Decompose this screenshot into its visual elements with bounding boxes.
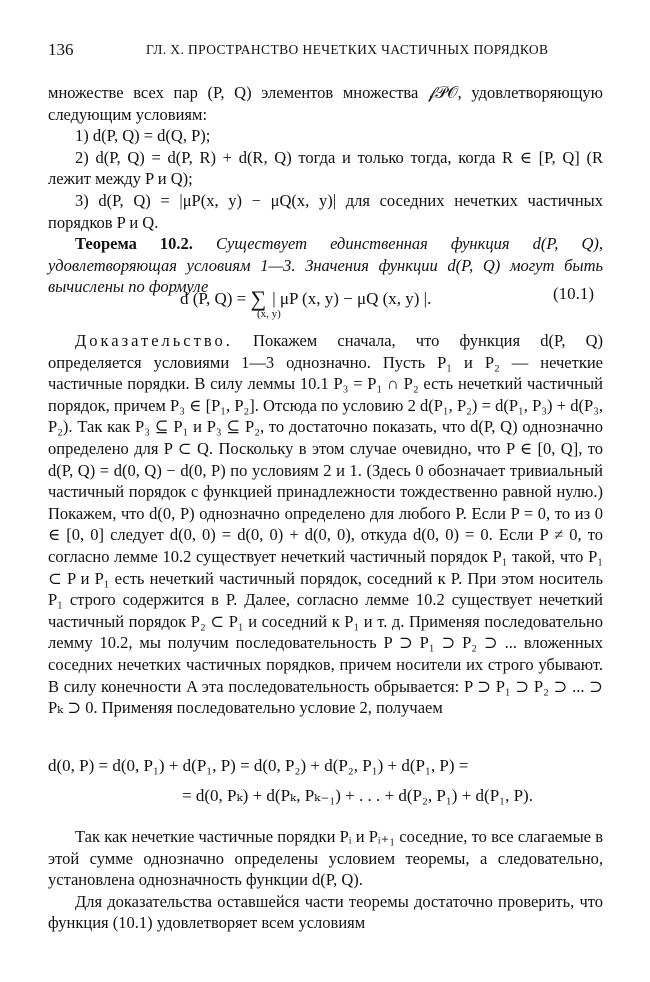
sum-sign: ∑ [250, 286, 267, 311]
theorem-statement: Существует единственная функция d(P, Q), удовлетворяющая условиям 1—3. Значения функции d(P, Q) могут быть вычислены по формуле [48, 234, 604, 297]
proof-paragraph [48, 330, 603, 719]
condition-3: 3) d(P, Q) = |μP(x, y) − μQ(x, y)| для соседних нечетких частичных порядков P и Q. [48, 190, 603, 232]
proof-text: Покажем сначала, что функция d(P, Q) определяется условиями 1—3 однозначно. Пусть P₁ и P₂ — нечеткие частичные порядки. В силу леммы 10.1 P₃ = P₁ ∩ P₂ есть нечеткий частичный порядок, причем P₃ ∈ [P₁, P₂]. Отсюда по условию 2 d(P₁, P₂) = d(P₁, P₃) + d(P₃, P₂). Так как P₃ ⊆ P₁ и P₃ ⊆ P₂, то достаточно показать, что d(P, Q) однозначно определено для P ⊂ Q. Поскольку в этом случае очевидно, что P ∈ [0, Q], то d(P, Q) = d(0, Q) − d(0, P) по условиям 2 и 1. (Здесь 0 обозначает тривиальный частичный порядок с функцией принадлежности тождественно равной нулю.) Покажем, что d(0, P) однозначно определено для любого P. Если P = 0, то из 0 ∈ [0, 0] следует d(0, 0) = d(0, 0) + d(0, 0), откуда d(0, 0) = 0. Если P ≠ 0, то согласно лемме 10.2 существует нечеткий частичный порядок P₁ такой, что P₁ ⊂ P и P₁ есть нечеткий частичный порядок, соседний к P. При этом носитель P₁ строго содержится в P. Далее, согласно лемме 10.2 существует нечеткий частичный порядок P₂ ⊂ P₁ и соседний к P₁ и т. д. Применяя последовательно лемму 10.2, мы получим последовательность P ⊃ P₁ ⊃ P₂ ⊃ ... вложенных соседних нечетких частичных порядков, причем носители их строго убывают. В силу конечности A эта последовательность обрывается: P ⊃ P₁ ⊃ P₂ ⊃ ... ⊃ Pₖ ⊃ 0. Применяя последовательно условие 2, получаем [48, 331, 603, 718]
closing-block [48, 826, 603, 934]
formula-rhs: | μP (x, y) − μQ (x, y) |. [272, 289, 432, 308]
paragraph-uniqueness: Так как нечеткие частичные порядки Pᵢ и Pᵢ₊₁ соседние, то все слагаемые в этой сумме однозначно определены условием теоремы, а следовательно, установлена однозначность функции d(P, Q). [48, 827, 603, 890]
condition-2: 2) d(P, Q) = d(P, R) + d(R, Q) тогда и только тогда, когда R ∈ [P, Q] (R лежит между P и Q); [48, 147, 603, 189]
intro-paragraph: множестве всех пар (P, Q) элементов множества 𝒻𝒫𝒪, удовлетворяющую следующим условиям: [48, 83, 603, 124]
chain-formula-line-1: d(0, P) = d(0, P₁) + d(P₁, P) = d(0, P₂) + d(P₂, P₁) + d(P₁, P) = [48, 756, 469, 775]
paragraph-remaining-proof: Для доказательства оставшейся части теоремы достаточно проверить, что функция (10.1) удовлетворяет всем условиям [48, 891, 603, 933]
condition-1: 1) d(P, Q) = d(Q, P); [75, 126, 211, 146]
sum-subscript: (x, y) [257, 308, 281, 320]
running-head: ГЛ. X. ПРОСТРАНСТВО НЕЧЕТКИХ ЧАСТИЧНЫХ ПОРЯДКОВ [146, 42, 549, 57]
theorem-title: Теорема 10.2. [75, 234, 193, 254]
intro-block [48, 82, 603, 298]
proof-label: Доказательство. [75, 331, 233, 350]
page-number: 136 [48, 40, 74, 59]
formula-10-1 [180, 284, 432, 320]
page-header [48, 40, 603, 62]
proof-block [48, 330, 603, 719]
formula-lhs: d (P, Q) = [180, 289, 251, 308]
chain-formula-line-2: = d(0, Pₖ) + d(Pₖ, Pₖ₋₁) + . . . + d(P₂, P₁) + d(P₁, P). [182, 786, 533, 805]
equation-number: (10.1) [553, 284, 595, 303]
